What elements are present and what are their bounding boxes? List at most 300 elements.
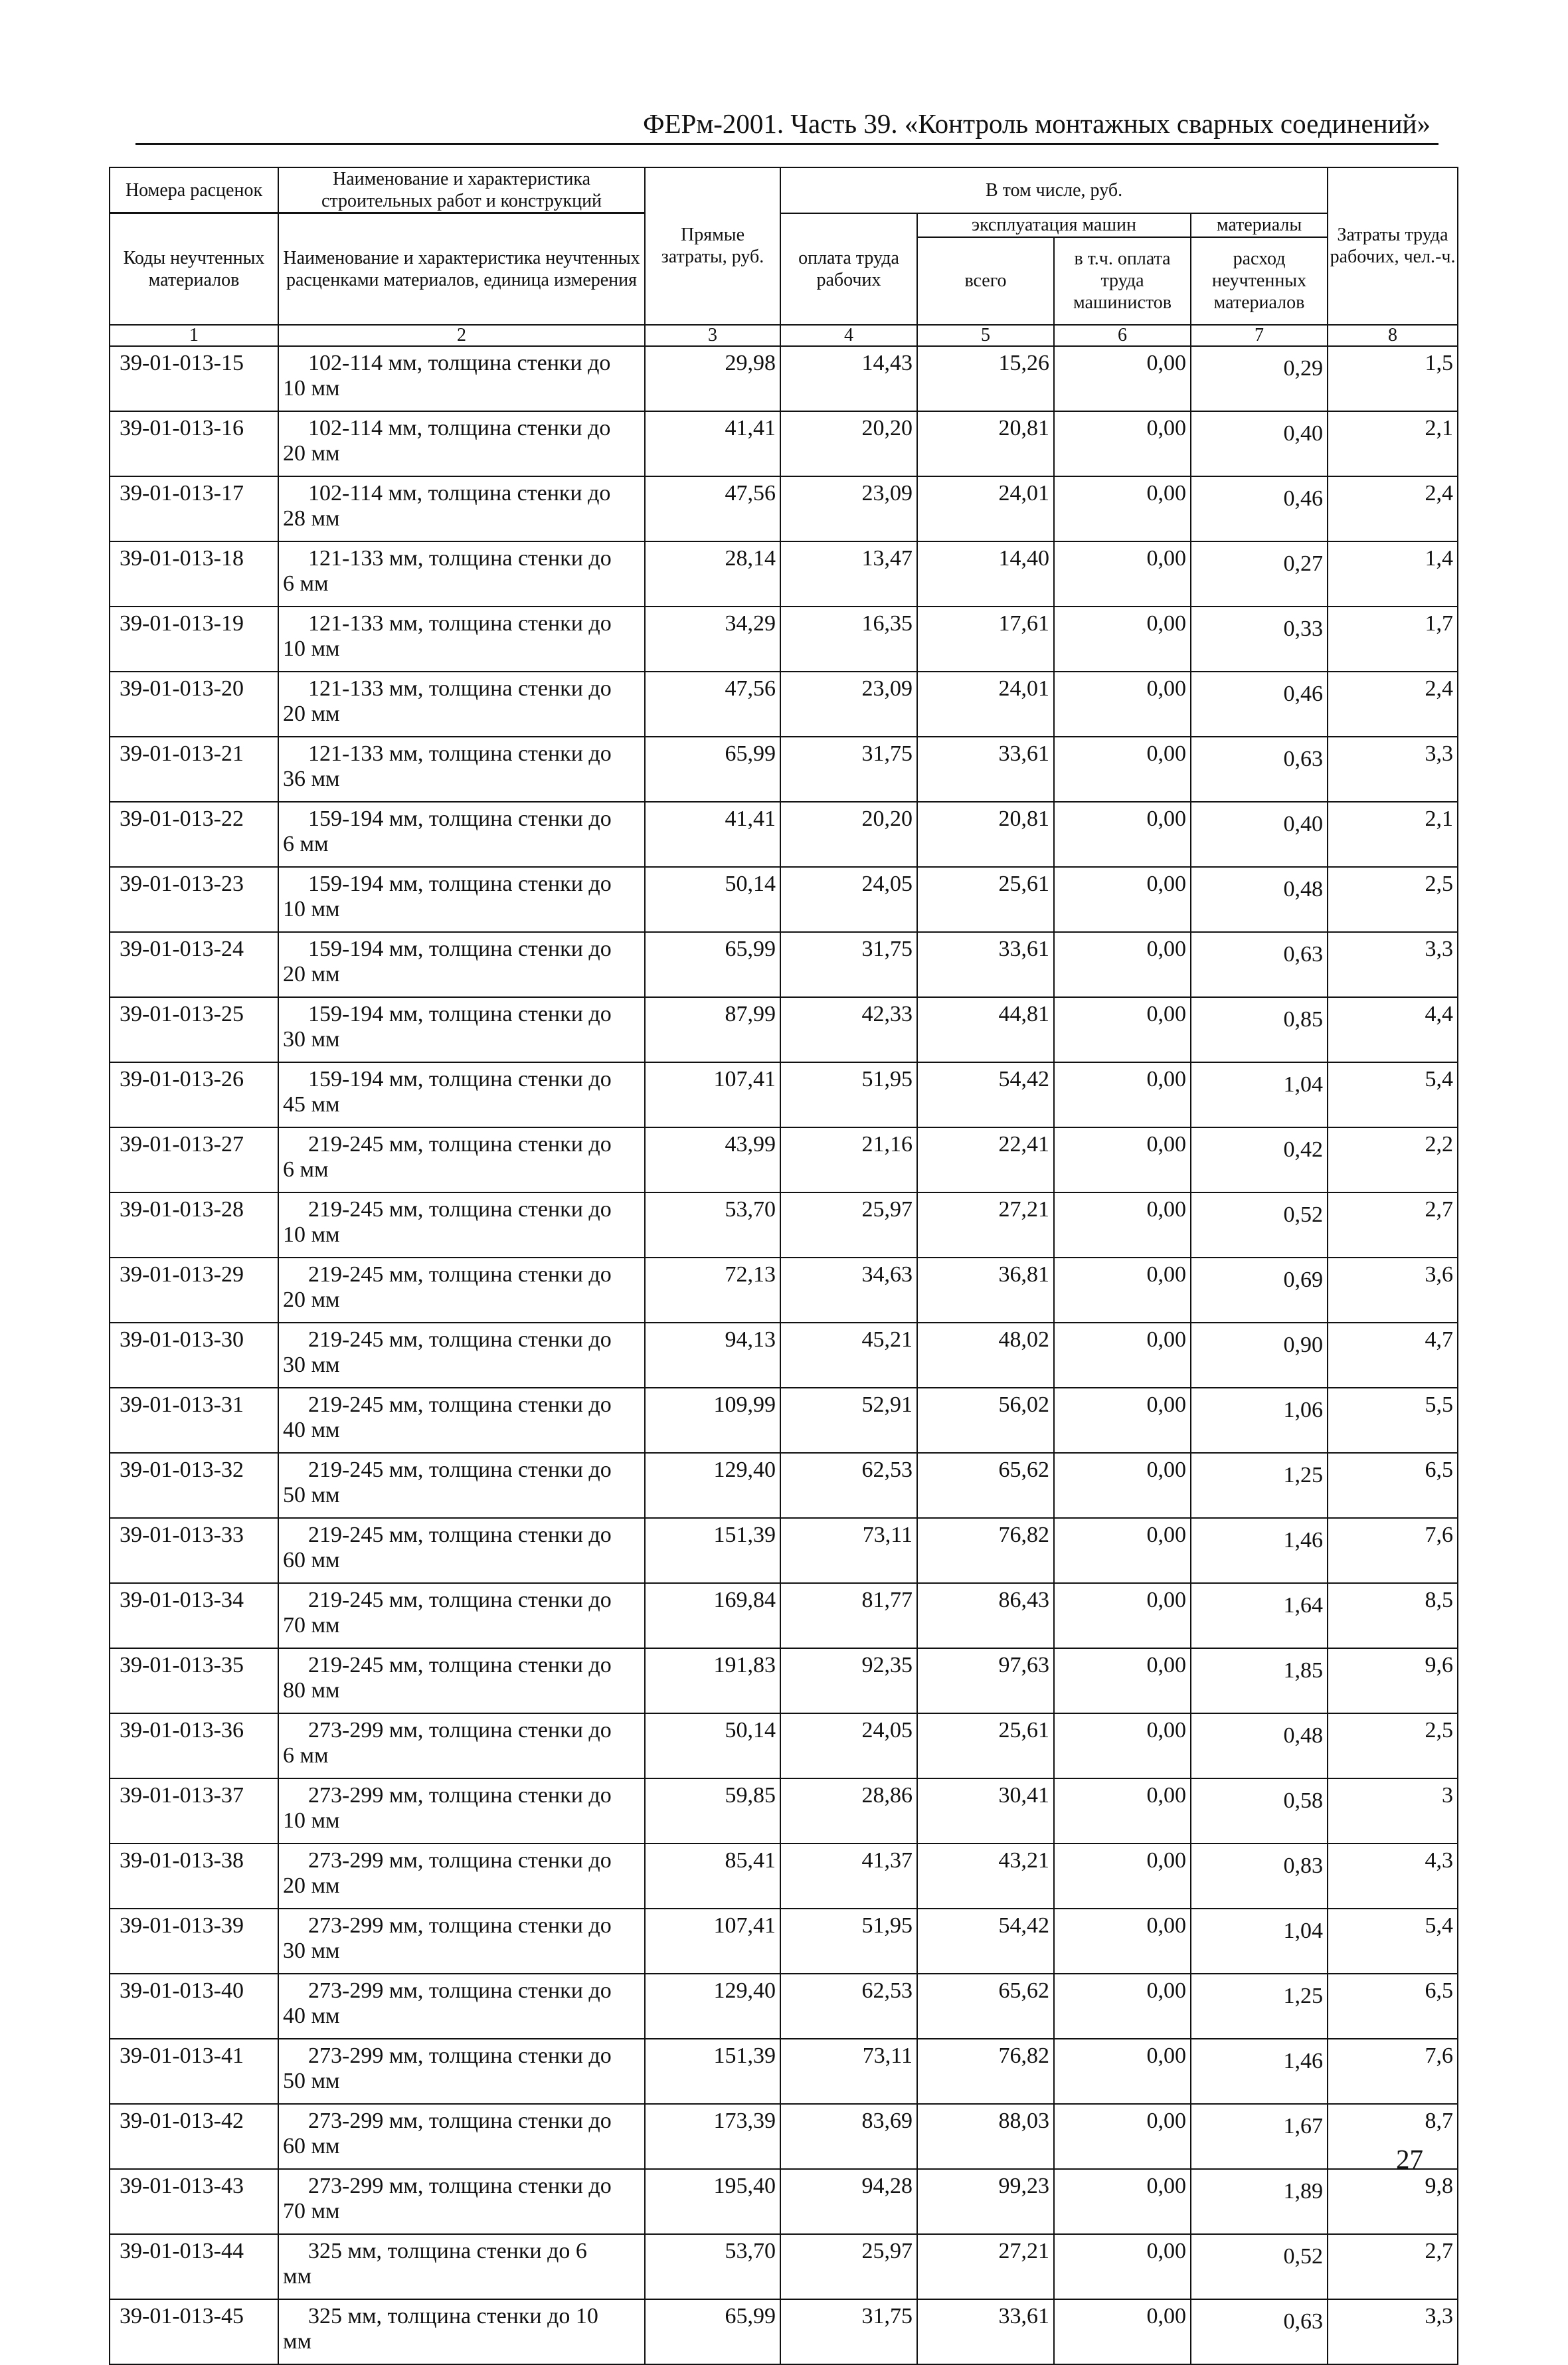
table-row	[110, 1062, 1458, 1127]
work-name-line2: 20 мм	[283, 440, 340, 466]
labor-hours-cell: 3,3	[1328, 737, 1458, 802]
rate-code-cell: 39-01-013-31	[110, 1388, 278, 1453]
machinists-wages-cell: 0,00	[1054, 1518, 1191, 1583]
work-name-cell	[278, 1192, 645, 1258]
machinists-wages-cell: 0,00	[1054, 476, 1191, 541]
direct-cost-cell: 151,39	[645, 2039, 780, 2104]
materials-consumption-cell: 1,04	[1191, 1909, 1328, 1974]
materials-consumption-cell: 0,63	[1191, 737, 1328, 802]
rate-code-cell: 39-01-013-36	[110, 1713, 278, 1778]
labor-hours-cell: 2,7	[1328, 1192, 1458, 1258]
labor-hours-cell: 1,7	[1328, 607, 1458, 672]
rate-code-cell: 39-01-013-29	[110, 1258, 278, 1323]
work-name-line2: 6 мм	[283, 571, 329, 596]
work-name-line1: 102-114 мм, толщина стенки до	[308, 480, 611, 506]
work-name-cell	[278, 867, 645, 932]
direct-cost-cell: 50,14	[645, 867, 780, 932]
rate-code-cell: 39-01-013-43	[110, 2169, 278, 2234]
work-name-line2: 70 мм	[283, 2198, 340, 2223]
rate-code-cell: 39-01-013-37	[110, 1778, 278, 1844]
table-row	[110, 1648, 1458, 1713]
machines-cost-cell: 20,81	[917, 411, 1054, 476]
materials-consumption-cell: 0,40	[1191, 411, 1328, 476]
table-row	[110, 1388, 1458, 1453]
direct-cost-cell: 50,14	[645, 1713, 780, 1778]
labor-hours-cell: 2,7	[1328, 2234, 1458, 2299]
work-name-cell	[278, 2234, 645, 2299]
machinists-wages-cell: 0,00	[1054, 411, 1191, 476]
header-machines: эксплуатация машин	[917, 213, 1191, 237]
work-name-line2: 80 мм	[283, 1677, 340, 1703]
machinists-wages-cell: 0,00	[1054, 2039, 1191, 2104]
direct-cost-cell: 173,39	[645, 2104, 780, 2169]
machines-cost-cell: 27,21	[917, 1192, 1054, 1258]
work-name-line2: 70 мм	[283, 1612, 340, 1638]
page-number: 27	[1396, 2144, 1423, 2174]
rate-code-cell: 39-01-013-39	[110, 1909, 278, 1974]
direct-cost-cell: 151,39	[645, 1518, 780, 1583]
work-name-line1: 219-245 мм, толщина стенки до	[308, 1262, 612, 1287]
table-row	[110, 2299, 1458, 2364]
rate-code-cell: 39-01-013-40	[110, 1974, 278, 2039]
direct-cost-cell: 85,41	[645, 1844, 780, 1909]
machinists-wages-cell: 0,00	[1054, 672, 1191, 737]
column-number: 7	[1191, 325, 1328, 346]
work-name-line1: 219-245 мм, толщина стенки до	[308, 1131, 612, 1157]
wages-cost-cell: 94,28	[780, 2169, 917, 2234]
table-row	[110, 1909, 1458, 1974]
labor-hours-cell: 2,1	[1328, 411, 1458, 476]
labor-hours-cell: 4,3	[1328, 1844, 1458, 1909]
work-name-cell	[278, 737, 645, 802]
labor-hours-cell: 9,8	[1328, 2169, 1458, 2234]
materials-consumption-cell: 0,90	[1191, 1323, 1328, 1388]
rate-code-cell: 39-01-013-17	[110, 476, 278, 541]
materials-consumption-cell: 0,48	[1191, 867, 1328, 932]
work-name-cell	[278, 1713, 645, 1778]
labor-hours-cell: 1,5	[1328, 346, 1458, 411]
machinists-wages-cell: 0,00	[1054, 1713, 1191, 1778]
machines-cost-cell: 99,23	[917, 2169, 1054, 2234]
table-body	[110, 346, 1458, 2364]
direct-cost-cell: 28,14	[645, 541, 780, 607]
table-row	[110, 1258, 1458, 1323]
work-name-line2: 60 мм	[283, 2133, 340, 2158]
machinists-wages-cell: 0,00	[1054, 867, 1191, 932]
work-name-cell	[278, 411, 645, 476]
work-name-line2: 10 мм	[283, 1808, 340, 1833]
machines-cost-cell: 17,61	[917, 607, 1054, 672]
rate-code-cell: 39-01-013-34	[110, 1583, 278, 1648]
work-name-cell	[278, 1518, 645, 1583]
labor-hours-cell: 9,6	[1328, 1648, 1458, 1713]
rate-code-cell: 39-01-013-33	[110, 1518, 278, 1583]
work-name-cell	[278, 1778, 645, 1844]
work-name-line1: 159-194 мм, толщина стенки до	[308, 936, 612, 961]
materials-consumption-cell: 0,63	[1191, 932, 1328, 997]
direct-cost-cell: 43,99	[645, 1127, 780, 1192]
direct-cost-cell: 107,41	[645, 1062, 780, 1127]
table-row	[110, 1323, 1458, 1388]
work-name-cell	[278, 1127, 645, 1192]
machines-cost-cell: 48,02	[917, 1323, 1054, 1388]
table-row	[110, 867, 1458, 932]
machinists-wages-cell: 0,00	[1054, 541, 1191, 607]
table-row	[110, 476, 1458, 541]
work-name-line2: 30 мм	[283, 1026, 340, 1052]
work-name-line2: 30 мм	[283, 1938, 340, 1963]
table-row	[110, 1127, 1458, 1192]
machinists-wages-cell: 0,00	[1054, 1323, 1191, 1388]
work-name-line1: 273-299 мм, толщина стенки до	[308, 1847, 612, 1873]
machines-cost-cell: 76,82	[917, 2039, 1054, 2104]
work-name-line2: 20 мм	[283, 961, 340, 987]
work-name-cell	[278, 1909, 645, 1974]
work-name-line2: 6 мм	[283, 831, 329, 856]
work-name-line1: 273-299 мм, толщина стенки до	[308, 1913, 612, 1938]
wages-cost-cell: 23,09	[780, 672, 917, 737]
wages-cost-cell: 24,05	[780, 867, 917, 932]
direct-cost-cell: 107,41	[645, 1909, 780, 1974]
machinists-wages-cell: 0,00	[1054, 1258, 1191, 1323]
table-row	[110, 737, 1458, 802]
work-name-cell	[278, 476, 645, 541]
direct-cost-cell: 87,99	[645, 997, 780, 1062]
rate-code-cell: 39-01-013-26	[110, 1062, 278, 1127]
machines-cost-cell: 65,62	[917, 1974, 1054, 2039]
labor-hours-cell: 8,7	[1328, 2104, 1458, 2169]
machines-cost-cell: 54,42	[917, 1062, 1054, 1127]
column-numbers-row	[110, 325, 1458, 346]
work-name-line2: 20 мм	[283, 1287, 340, 1312]
rate-code-cell: 39-01-013-24	[110, 932, 278, 997]
materials-consumption-cell: 0,63	[1191, 2299, 1328, 2364]
work-name-line2: 20 мм	[283, 701, 340, 726]
materials-consumption-cell: 0,29	[1191, 346, 1328, 411]
table-row	[110, 802, 1458, 867]
column-number: 5	[917, 325, 1054, 346]
work-name-line1: 273-299 мм, толщина стенки до	[308, 2108, 612, 2133]
materials-consumption-cell: 0,69	[1191, 1258, 1328, 1323]
work-name-line1: 219-245 мм, толщина стенки до	[308, 1392, 612, 1417]
work-name-line1: 219-245 мм, толщина стенки до	[308, 1522, 612, 1547]
rate-code-cell: 39-01-013-38	[110, 1844, 278, 1909]
work-name-line1: 159-194 мм, толщина стенки до	[308, 806, 612, 831]
rate-code-cell: 39-01-013-41	[110, 2039, 278, 2104]
labor-hours-cell: 7,6	[1328, 1518, 1458, 1583]
work-name-line2: 40 мм	[283, 1417, 340, 1442]
rate-code-cell: 39-01-013-27	[110, 1127, 278, 1192]
wages-cost-cell: 52,91	[780, 1388, 917, 1453]
work-name-line1: 159-194 мм, толщина стенки до	[308, 871, 612, 896]
work-name-line1: 121-133 мм, толщина стенки до	[308, 611, 612, 636]
work-name-line1: 219-245 мм, толщина стенки до	[308, 1587, 612, 1612]
table-row	[110, 932, 1458, 997]
work-name-cell	[278, 1844, 645, 1909]
materials-consumption-cell: 1,64	[1191, 1583, 1328, 1648]
machines-cost-cell: 25,61	[917, 867, 1054, 932]
column-number: 2	[278, 325, 645, 346]
machinists-wages-cell: 0,00	[1054, 1648, 1191, 1713]
work-name-line2: 10 мм	[283, 1222, 340, 1247]
machines-cost-cell: 54,42	[917, 1909, 1054, 1974]
machines-cost-cell: 27,21	[917, 2234, 1054, 2299]
machines-cost-cell: 30,41	[917, 1778, 1054, 1844]
direct-cost-cell: 65,99	[645, 737, 780, 802]
wages-cost-cell: 42,33	[780, 997, 917, 1062]
wages-cost-cell: 20,20	[780, 411, 917, 476]
work-name-line2: 60 мм	[283, 1547, 340, 1572]
direct-cost-cell: 34,29	[645, 607, 780, 672]
work-name-line1: 273-299 мм, толщина стенки до	[308, 2043, 612, 2068]
direct-cost-cell: 129,40	[645, 1453, 780, 1518]
machines-cost-cell: 97,63	[917, 1648, 1054, 1713]
machines-cost-cell: 88,03	[917, 2104, 1054, 2169]
column-number: 1	[110, 325, 278, 346]
work-name-cell	[278, 1974, 645, 2039]
machines-cost-cell: 15,26	[917, 346, 1054, 411]
direct-cost-cell: 53,70	[645, 1192, 780, 1258]
machinists-wages-cell: 0,00	[1054, 1062, 1191, 1127]
work-name-cell	[278, 346, 645, 411]
work-name-line2: 40 мм	[283, 2003, 340, 2028]
work-name-line1: 273-299 мм, толщина стенки до	[308, 1978, 612, 2003]
header-labor: Затраты труда рабочих, чел.-ч.	[1328, 167, 1458, 325]
rate-code-cell: 39-01-013-21	[110, 737, 278, 802]
wages-cost-cell: 83,69	[780, 2104, 917, 2169]
work-name-line2: 10 мм	[283, 375, 340, 401]
machinists-wages-cell: 0,00	[1054, 1844, 1191, 1909]
wages-cost-cell: 16,35	[780, 607, 917, 672]
work-name-cell	[278, 1258, 645, 1323]
materials-consumption-cell: 1,25	[1191, 1974, 1328, 2039]
machines-cost-cell: 44,81	[917, 997, 1054, 1062]
page-header	[135, 105, 1438, 145]
materials-consumption-cell: 1,25	[1191, 1453, 1328, 1518]
direct-cost-cell: 129,40	[645, 1974, 780, 2039]
rate-code-cell: 39-01-013-22	[110, 802, 278, 867]
work-name-line2: 20 мм	[283, 1873, 340, 1898]
machinists-wages-cell: 0,00	[1054, 802, 1191, 867]
rate-code-cell: 39-01-013-45	[110, 2299, 278, 2364]
labor-hours-cell: 3,3	[1328, 932, 1458, 997]
table-row	[110, 997, 1458, 1062]
wages-cost-cell: 45,21	[780, 1323, 917, 1388]
machinists-wages-cell: 0,00	[1054, 2234, 1191, 2299]
machines-cost-cell: 24,01	[917, 476, 1054, 541]
materials-consumption-cell: 0,46	[1191, 672, 1328, 737]
work-name-line2: 10 мм	[283, 636, 340, 661]
machinists-wages-cell: 0,00	[1054, 1127, 1191, 1192]
rate-code-cell: 39-01-013-35	[110, 1648, 278, 1713]
header-work-name: Наименование и характеристика строительных работ и конструкций	[278, 167, 645, 213]
column-number: 8	[1328, 325, 1458, 346]
materials-consumption-cell: 1,67	[1191, 2104, 1328, 2169]
direct-cost-cell: 53,70	[645, 2234, 780, 2299]
work-name-line2: 6 мм	[283, 1743, 329, 1768]
work-name-line1: 121-133 мм, толщина стенки до	[308, 676, 612, 701]
wages-cost-cell: 14,43	[780, 346, 917, 411]
work-name-line2: 50 мм	[283, 2068, 340, 2093]
header-material-codes: Коды неучтенных материалов	[110, 213, 278, 325]
wages-cost-cell: 31,75	[780, 737, 917, 802]
table-row	[110, 1844, 1458, 1909]
work-name-line1: 273-299 мм, толщина стенки до	[308, 1782, 612, 1808]
header-rate-numbers: Номера расценок	[110, 167, 278, 213]
labor-hours-cell: 3	[1328, 1778, 1458, 1844]
work-name-cell	[278, 932, 645, 997]
wages-cost-cell: 24,05	[780, 1713, 917, 1778]
work-name-line2: мм	[283, 2263, 312, 2289]
labor-hours-cell: 2,2	[1328, 1127, 1458, 1192]
header-including: В том числе, руб.	[780, 167, 1328, 213]
direct-cost-cell: 41,41	[645, 802, 780, 867]
machines-cost-cell: 36,81	[917, 1258, 1054, 1323]
wages-cost-cell: 13,47	[780, 541, 917, 607]
work-name-cell	[278, 2039, 645, 2104]
direct-cost-cell: 72,13	[645, 1258, 780, 1323]
labor-hours-cell: 4,4	[1328, 997, 1458, 1062]
work-name-cell	[278, 2104, 645, 2169]
wages-cost-cell: 51,95	[780, 1909, 917, 1974]
direct-cost-cell: 109,99	[645, 1388, 780, 1453]
table-row	[110, 1192, 1458, 1258]
wages-cost-cell: 62,53	[780, 1453, 917, 1518]
wages-cost-cell: 21,16	[780, 1127, 917, 1192]
materials-consumption-cell: 0,58	[1191, 1778, 1328, 1844]
header-direct-costs: Прямые затраты, руб.	[645, 167, 780, 325]
wages-cost-cell: 31,75	[780, 2299, 917, 2364]
work-name-cell	[278, 672, 645, 737]
materials-consumption-cell: 1,85	[1191, 1648, 1328, 1713]
work-name-cell	[278, 1453, 645, 1518]
machines-cost-cell: 33,61	[917, 737, 1054, 802]
document-title: ФЕРм-2001. Часть 39. «Контроль монтажных сварных соединений»	[643, 108, 1431, 139]
machines-cost-cell: 65,62	[917, 1453, 1054, 1518]
work-name-line2: 36 мм	[283, 766, 340, 791]
machinists-wages-cell: 0,00	[1054, 1453, 1191, 1518]
table-row	[110, 1778, 1458, 1844]
work-name-cell	[278, 997, 645, 1062]
labor-hours-cell: 1,4	[1328, 541, 1458, 607]
labor-hours-cell: 6,5	[1328, 1974, 1458, 2039]
materials-consumption-cell: 0,33	[1191, 607, 1328, 672]
work-name-line1: 219-245 мм, толщина стенки до	[308, 1457, 612, 1482]
materials-consumption-cell: 1,06	[1191, 1388, 1328, 1453]
materials-consumption-cell: 0,48	[1191, 1713, 1328, 1778]
work-name-line1: 159-194 мм, толщина стенки до	[308, 1001, 612, 1026]
work-name-line1: 325 мм, толщина стенки до 6	[308, 2238, 587, 2263]
machinists-wages-cell: 0,00	[1054, 2299, 1191, 2364]
labor-hours-cell: 2,5	[1328, 1713, 1458, 1778]
machines-cost-cell: 33,61	[917, 932, 1054, 997]
wages-cost-cell: 34,63	[780, 1258, 917, 1323]
table-row	[110, 1583, 1458, 1648]
header-machines-total: всего	[917, 237, 1054, 325]
rate-code-cell: 39-01-013-23	[110, 867, 278, 932]
work-name-line2: 30 мм	[283, 1352, 340, 1377]
work-name-line2: мм	[283, 2328, 312, 2354]
direct-cost-cell: 47,56	[645, 476, 780, 541]
direct-cost-cell: 41,41	[645, 411, 780, 476]
machinists-wages-cell: 0,00	[1054, 607, 1191, 672]
rate-code-cell: 39-01-013-30	[110, 1323, 278, 1388]
machines-cost-cell: 43,21	[917, 1844, 1054, 1909]
rate-code-cell: 39-01-013-44	[110, 2234, 278, 2299]
work-name-line1: 159-194 мм, толщина стенки до	[308, 1066, 612, 1091]
rate-code-cell: 39-01-013-18	[110, 541, 278, 607]
wages-cost-cell: 51,95	[780, 1062, 917, 1127]
work-name-line2: 45 мм	[283, 1091, 340, 1117]
wages-cost-cell: 20,20	[780, 802, 917, 867]
work-name-cell	[278, 1648, 645, 1713]
machinists-wages-cell: 0,00	[1054, 346, 1191, 411]
labor-hours-cell: 2,4	[1328, 672, 1458, 737]
direct-cost-cell: 29,98	[645, 346, 780, 411]
work-name-line2: 28 мм	[283, 506, 340, 531]
wages-cost-cell: 81,77	[780, 1583, 917, 1648]
labor-hours-cell: 5,4	[1328, 1909, 1458, 1974]
work-name-line1: 273-299 мм, толщина стенки до	[308, 2173, 612, 2198]
header-materials: материалы	[1191, 213, 1328, 237]
materials-consumption-cell: 0,42	[1191, 1127, 1328, 1192]
machinists-wages-cell: 0,00	[1054, 2104, 1191, 2169]
work-name-cell	[278, 1062, 645, 1127]
machinists-wages-cell: 0,00	[1054, 932, 1191, 997]
work-name-cell	[278, 2299, 645, 2364]
materials-consumption-cell: 0,83	[1191, 1844, 1328, 1909]
direct-cost-cell: 65,99	[645, 932, 780, 997]
direct-cost-cell: 191,83	[645, 1648, 780, 1713]
work-name-line1: 102-114 мм, толщина стенки до	[308, 350, 611, 375]
wages-cost-cell: 23,09	[780, 476, 917, 541]
machines-cost-cell: 56,02	[917, 1388, 1054, 1453]
rate-code-cell: 39-01-013-25	[110, 997, 278, 1062]
rate-code-cell: 39-01-013-20	[110, 672, 278, 737]
table-row	[110, 1713, 1458, 1778]
labor-hours-cell: 5,5	[1328, 1388, 1458, 1453]
machinists-wages-cell: 0,00	[1054, 737, 1191, 802]
column-number: 6	[1054, 325, 1191, 346]
machinists-wages-cell: 0,00	[1054, 997, 1191, 1062]
table-row	[110, 1453, 1458, 1518]
table-row	[110, 411, 1458, 476]
table-row	[110, 541, 1458, 607]
machinists-wages-cell: 0,00	[1054, 2169, 1191, 2234]
header-machinists-wages: в т.ч. оплата труда машинистов	[1054, 237, 1191, 325]
rate-code-cell: 39-01-013-42	[110, 2104, 278, 2169]
table-row	[110, 672, 1458, 737]
machines-cost-cell: 25,61	[917, 1713, 1054, 1778]
column-number: 3	[645, 325, 780, 346]
work-name-line1: 325 мм, толщина стенки до 10	[308, 2303, 598, 2328]
labor-hours-cell: 2,5	[1328, 867, 1458, 932]
labor-hours-cell: 5,4	[1328, 1062, 1458, 1127]
machinists-wages-cell: 0,00	[1054, 1778, 1191, 1844]
work-name-cell	[278, 1583, 645, 1648]
work-name-line1: 219-245 мм, толщина стенки до	[308, 1196, 612, 1222]
materials-consumption-cell: 0,46	[1191, 476, 1328, 541]
wages-cost-cell: 62,53	[780, 1974, 917, 2039]
materials-consumption-cell: 0,40	[1191, 802, 1328, 867]
machinists-wages-cell: 0,00	[1054, 1388, 1191, 1453]
wages-cost-cell: 92,35	[780, 1648, 917, 1713]
work-name-line1: 121-133 мм, толщина стенки до	[308, 545, 612, 571]
labor-hours-cell: 2,4	[1328, 476, 1458, 541]
machines-cost-cell: 14,40	[917, 541, 1054, 607]
header-material-names: Наименование и характеристика неучтенных расценками материалов, единица измерения	[278, 213, 645, 325]
machines-cost-cell: 86,43	[917, 1583, 1054, 1648]
